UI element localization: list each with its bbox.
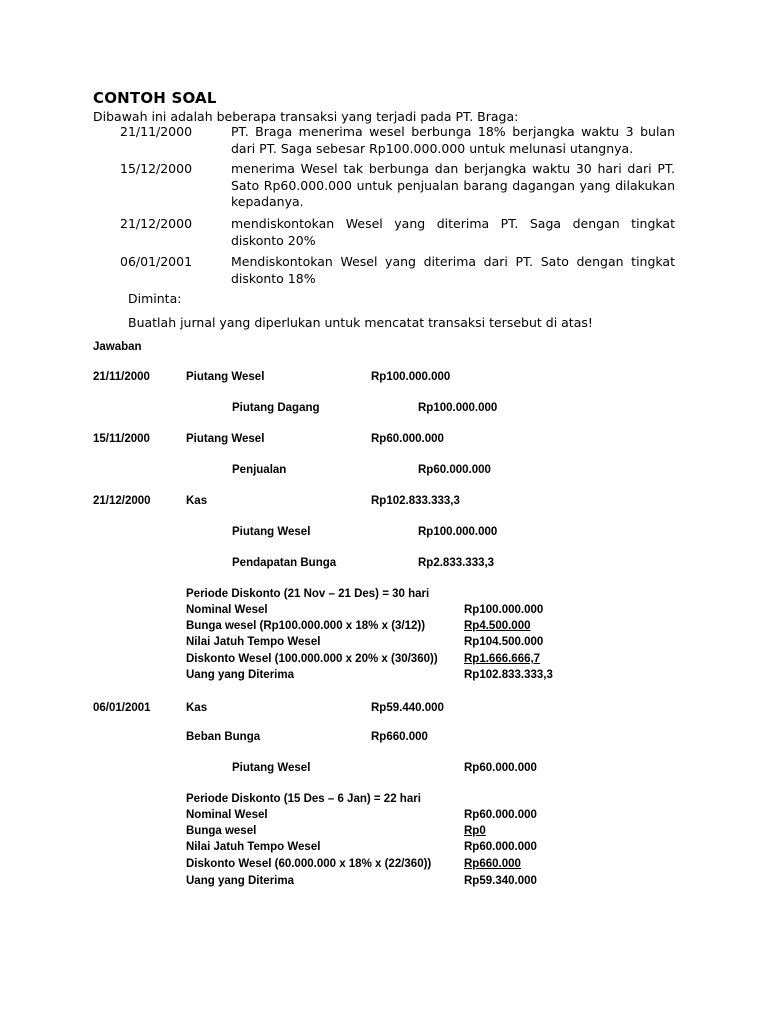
journal-date: 21/11/2000 bbox=[93, 371, 150, 383]
calc-label: Nominal Wesel bbox=[186, 604, 268, 616]
intro-text: Dibawah ini adalah beberapa transaksi yang terjadi pada PT. Braga: bbox=[93, 109, 519, 124]
transaction-date: 21/11/2000 bbox=[120, 124, 193, 139]
transaction-item bbox=[93, 124, 675, 157]
calc-value: Rp100.000.000 bbox=[464, 604, 544, 616]
task-label: Diminta: bbox=[128, 291, 182, 306]
transaction-item bbox=[93, 216, 675, 249]
calc-heading: Periode Diskonto (21 Nov – 21 Des) = 30 hari bbox=[186, 588, 430, 600]
journal-credit-amount: Rp100.000.000 bbox=[418, 402, 498, 414]
calc-value: Rp59.340.000 bbox=[464, 875, 537, 887]
journal-debit-account: Kas bbox=[186, 495, 208, 507]
transaction-item bbox=[93, 254, 675, 287]
calc-label: Diskonto Wesel (60.000.000 x 18% x (22/360)) bbox=[186, 858, 432, 870]
calc-value: Rp102.833.333,3 bbox=[464, 669, 553, 681]
calc-label: Nominal Wesel bbox=[186, 809, 268, 821]
transaction-item bbox=[93, 161, 675, 211]
journal-date: 15/11/2000 bbox=[93, 433, 150, 445]
calc-label: Nilai Jatuh Tempo Wesel bbox=[186, 841, 321, 853]
journal-credit-amount: Rp60.000.000 bbox=[464, 762, 537, 774]
task-text: Buatlah jurnal yang diperlukan untuk mencatat transaksi tersebut di atas! bbox=[128, 315, 593, 330]
transaction-text: menerima Wesel tak berbunga dan berjangka waktu 30 hari dari PT. Sato Rp60.000.000 untuk penjualan barang dagangan yang dilakukan kepadanya. bbox=[231, 161, 675, 209]
journal-credit-amount: Rp2.833.333,3 bbox=[418, 557, 495, 569]
journal-debit-amount: Rp59.440.000 bbox=[371, 702, 444, 714]
journal-debit-account: Beban Bunga bbox=[186, 731, 261, 743]
journal-credit-account: Piutang Dagang bbox=[232, 402, 320, 414]
journal-credit-amount: Rp100.000.000 bbox=[418, 526, 498, 538]
calc-value: Rp1.666.666,7 bbox=[464, 653, 541, 665]
transaction-date: 06/01/2001 bbox=[120, 254, 193, 269]
answer-label: Jawaban bbox=[93, 341, 142, 353]
journal-debit-account: Piutang Wesel bbox=[186, 433, 265, 445]
calc-value: Rp60.000.000 bbox=[464, 809, 537, 821]
transaction-text: mendiskontokan Wesel yang diterima PT. Saga dengan tingkat diskonto 20% bbox=[231, 216, 675, 248]
calc-label: Uang yang Diterima bbox=[186, 875, 294, 887]
calc-value: Rp104.500.000 bbox=[464, 636, 544, 648]
journal-debit-amount: Rp660.000 bbox=[371, 731, 428, 743]
transaction-date: 15/12/2000 bbox=[120, 161, 193, 176]
calc-label: Uang yang Diterima bbox=[186, 669, 294, 681]
journal-credit-account: Penjualan bbox=[232, 464, 287, 476]
journal-credit-account: Pendapatan Bunga bbox=[232, 557, 337, 569]
calc-label: Bunga wesel bbox=[186, 825, 257, 837]
journal-date: 21/12/2000 bbox=[93, 495, 151, 507]
calc-value: Rp660.000 bbox=[464, 858, 521, 870]
journal-debit-amount: Rp60.000.000 bbox=[371, 433, 444, 445]
transaction-date: 21/12/2000 bbox=[120, 216, 193, 231]
page-title: CONTOH SOAL bbox=[93, 89, 217, 107]
journal-date: 06/01/2001 bbox=[93, 702, 151, 714]
journal-debit-amount: Rp100.000.000 bbox=[371, 371, 451, 383]
calc-value: Rp60.000.000 bbox=[464, 841, 537, 853]
journal-debit-amount: Rp102.833.333,3 bbox=[371, 495, 460, 507]
calc-label: Nilai Jatuh Tempo Wesel bbox=[186, 636, 321, 648]
calc-label: Bunga wesel (Rp100.000.000 x 18% x (3/12)) bbox=[186, 620, 426, 632]
transaction-text: Mendiskontokan Wesel yang diterima dari PT. Sato dengan tingkat diskonto 18% bbox=[231, 254, 675, 286]
calc-value: Rp4.500.000 bbox=[464, 620, 531, 632]
calc-value: Rp0 bbox=[464, 825, 486, 837]
calc-label: Diskonto Wesel (100.000.000 x 20% x (30/360)) bbox=[186, 653, 438, 665]
transaction-text: PT. Braga menerima wesel berbunga 18% berjangka waktu 3 bulan dari PT. Saga sebesar Rp100.000.000 untuk melunasi utangnya. bbox=[231, 124, 675, 156]
journal-credit-amount: Rp60.000.000 bbox=[418, 464, 491, 476]
journal-debit-account: Kas bbox=[186, 702, 208, 714]
calc-heading: Periode Diskonto (15 Des – 6 Jan) = 22 hari bbox=[186, 793, 421, 805]
journal-debit-account: Piutang Wesel bbox=[186, 371, 265, 383]
journal-credit-account: Piutang Wesel bbox=[232, 762, 311, 774]
journal-credit-account: Piutang Wesel bbox=[232, 526, 311, 538]
